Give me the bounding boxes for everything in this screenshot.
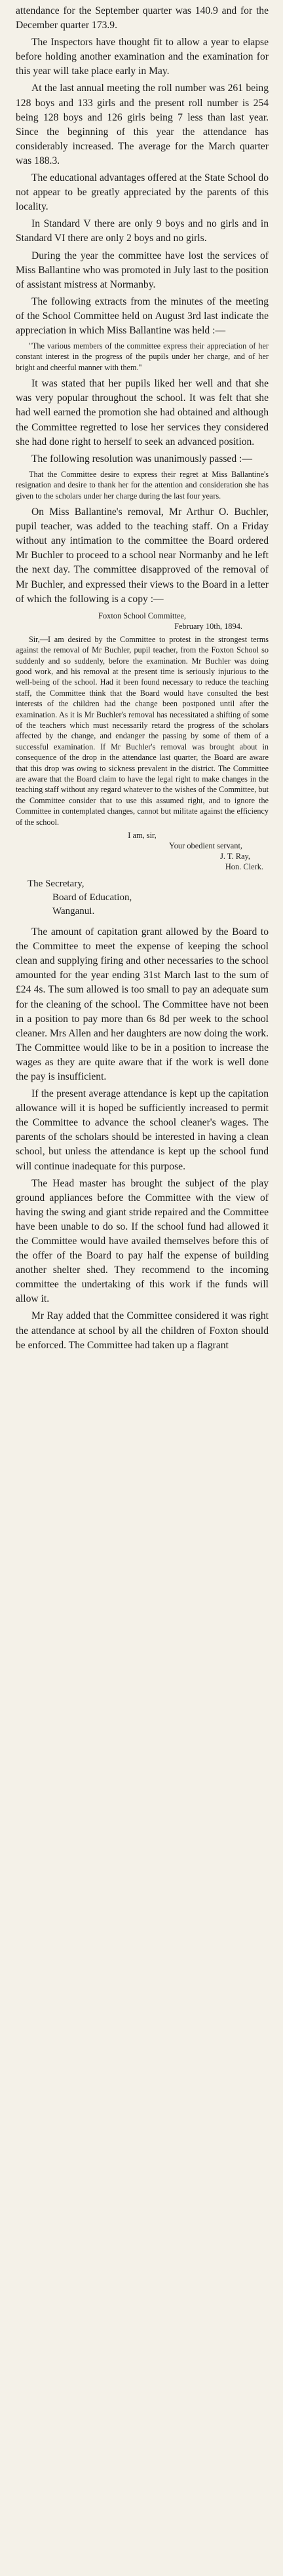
letter-signature-title: Hon. Clerk. <box>225 862 263 872</box>
committee-letter <box>16 611 269 919</box>
article-paragraph: The Head master has brought the subject of the play ground appliances before the Committee with the view of having the swing and giant stride repaired and the Committee have been unable to do so. If the school fund had allowed it the Committee would have availed themselves before this of the offer of the Board to pay half the expense of building another shelter shed. They recommend to the incoming committee the undertaking of this work if the funds will allow it. <box>16 1177 269 1305</box>
letter-date: February 10th, 1894. <box>174 621 242 631</box>
letter-body: Sir,—I am desired by the Committee to protest in the strongest terms against the removal of Mr Buchler, pupil teacher, from the Foxton School so suddenly and so suddenly, before the examination. Mr Buchler was doing good work, and his removal at the present time is seriously injurious to the well-being of the school. Had it been found necessary to reduce the teaching staff, the Committee think that the Board would have consulted the best interests of the children had the change been postponed until after the examination. As it is Mr Buchler's removal has necessitated a shifting of some of the teachers which must necessarily retard the progress of the scholars affected by the change, and endanger the passing by some of them of a successful examination. If Mr Buchler's removal was brought about in consequence of the drop in the attendance last quarter, the Board are aware that this drop was owing to sickness prevalent in the district. The Committee are aware that the Board claim to have the legal right to make changes in the teaching staff without any regard whatever to the wishes of the Committee, but the Committee consider that to use this assumed right, and to ignore the Committee in contemplated changes, cannot but militate against the efficiency of the school. <box>16 634 269 827</box>
letter-addressee: Board of Education, <box>52 892 132 903</box>
letter-addressee: Wanganui. <box>52 906 95 917</box>
letter-addressee: The Secretary, <box>28 879 85 890</box>
article-paragraph: In Standard V there are only 9 boys and no girls and in Standard VI there are only 2 boys and no girls. <box>16 218 269 244</box>
article-paragraph: If the present average attendance is kept up the capitation allowance will it is hoped be sufficiently increased to permit the Committee to advance the school cleaner's wages. The parents of the scholars should be interested in having a clean school, but unless the attendance is kept up the school fund will continue inadequate for this purpose. <box>16 1088 269 1172</box>
minutes-extract-quote: "The various members of the committee express their appreciation of her constant interest in the progress of the pupils under her charge, and of her bright and cheerful manner with them." <box>16 341 269 372</box>
letter-heading: Foxton School Committee, <box>98 611 186 620</box>
article-paragraph: On Miss Ballantine's removal, Mr Arthur O. Buchler, pupil teacher, was added to the teaching staff. On a Friday without any intimation to the committee the Board ordered Mr Buchler to proceed to a school near Normanby and he left the next day. The committee disapproved of the removal of Mr Buchler, and expressed their views to the Board in a letter of which the following is a copy :— <box>16 506 269 605</box>
article-paragraph: The amount of capitation grant allowed by the Board to the Committee to meet the expense of keeping the school clean and supplying firing and other necessaries to the school amounted for the year ending 31st March last to the sum of £24 4s. The sum allowed is too small to pay an adequate sum for the cleaning of the school. The Committee have not been in a position to pay more than 6s 8d per week to the school cleaner. Mrs Allen and her daughters are now doing the work. The Committee would like to be in a position to increase the wages as they are quite aware that if the work is well done the pay is insufficient. <box>16 926 269 1082</box>
article-paragraph: During the year the committee have lost the services of Miss Ballantine who was promoted in July last to the position of assistant mistress at Normanby. <box>16 250 269 290</box>
letter-closing: I am, sir, <box>128 831 157 841</box>
article-paragraph: At the last annual meeting the roll number was 261 being 128 boys and 133 girls and the present roll number is 254 being 128 boys and 126 girls being 7 less than last year. Since the beginning of this year the attendance has considerably increased. The average for the March quarter was 188.3. <box>16 83 269 166</box>
article-paragraph: It was stated that her pupils liked her well and that she was very popular throughout the school. It was felt that she had well earned the promotion she had obtained and although the Committee regretted to lose her services they considered she had done right to herself to seek an advanced position. <box>16 378 269 447</box>
article-paragraph: The Inspectors have thought fit to allow a year to elapse before holding another examination and the examination for this year will take place early in May. <box>16 37 269 77</box>
resolution-quote: That the Committee desire to express their regret at Miss Ballantine's resignation and desire to thank her for the attention and consideration she has given to the scholars under her charge during the last four years. <box>16 469 269 501</box>
article-paragraph: The following extracts from the minutes of the meeting of the School Committee held on August 3rd last indicate the appreciation in which Miss Ballantine was held :— <box>16 295 269 336</box>
letter-signature: J. T. Ray, <box>220 852 250 862</box>
article-paragraph: attendance for the September quarter was 140.9 and for the December quarter 173.9. <box>16 5 269 31</box>
article-paragraph: The following resolution was unanimously passed :— <box>31 453 252 464</box>
letter-closing: Your obedient servant, <box>169 841 242 851</box>
article-paragraph: Mr Ray added that the Committee considered it was right the attendance at school by all the children of Foxton should be enforced. The Committee had taken up a flagrant <box>16 1310 269 1351</box>
article-paragraph: The educational advantages offered at the State School do not appear to be greatly appreciated by the parents of this locality. <box>16 172 269 213</box>
